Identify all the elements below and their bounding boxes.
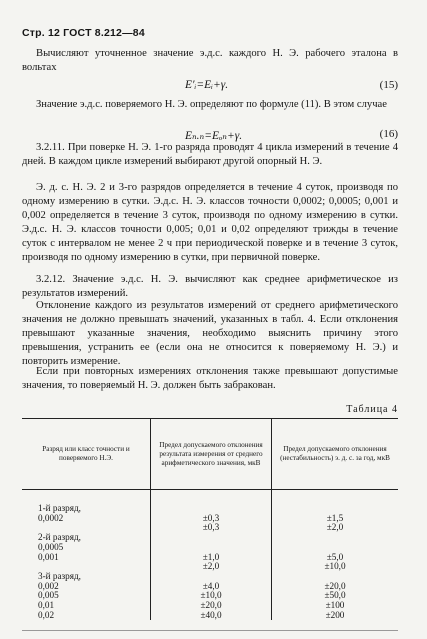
formula-15 xyxy=(0,79,427,95)
table-row xyxy=(22,611,398,621)
table-cell-instability: ±50,0 xyxy=(272,591,399,601)
table-header-class: Разряд или класс точности и поверяемого Н.Э. xyxy=(22,419,151,490)
table-cell-class: 0,002 xyxy=(38,580,59,591)
table-caption: Таблица 4 xyxy=(346,404,398,415)
table-cell-instability xyxy=(272,533,399,543)
table-cell-instability: ±5,0 xyxy=(272,553,399,563)
paragraph-refined-emf: Вычисляют уточненное значение э.д.с. каждого Н. Э. рабочего эталона в вольтах xyxy=(22,48,398,73)
table-cell-instability: ±10,0 xyxy=(272,562,399,572)
formula-15-expression: E′ᵢ=Eᵢ+γ. xyxy=(185,79,229,91)
formula-15-number: (15) xyxy=(379,79,398,91)
table-cell-instability: ±2,0 xyxy=(272,523,399,533)
table-cell-deviation: ±1,0 xyxy=(151,553,272,563)
table-cell-class: 1-й разряд, xyxy=(38,503,81,513)
table-cell-deviation xyxy=(151,533,272,543)
table-cell-deviation: ±2,0 xyxy=(151,562,272,572)
table-header-instability: Предел допускаемого отклонения (нестабильность) э. д. с. за год, мкВ xyxy=(272,419,399,490)
table-cell-class: 0,02 xyxy=(38,609,55,620)
paragraph-deviation: Отклонение каждого из результатов измерений от среднего арифметического значения не должно превышать значений, указанных в табл. 4. Если отклонения превышают указанные значения, необходимо выяснить причину этого превышения, устранить ее (если она не относится к поверяемому Н. Э.) и повторить измерение. xyxy=(22,300,398,367)
table-cell-deviation: ±0,3 xyxy=(151,523,272,533)
table-cell-instability: ±100 xyxy=(272,601,399,611)
table-cell-deviation: ±40,0 xyxy=(151,611,272,621)
page-bottom-rule xyxy=(22,630,398,631)
formula-16-number: (16) xyxy=(379,128,398,140)
table-cell-deviation: ±4,0 xyxy=(151,582,272,592)
table-cell-deviation: ±20,0 xyxy=(151,601,272,611)
paragraph-3-2-12: 3.2.12. Значение э.д.с. Н. Э. вычисляют как среднее арифметическое из результатов измерений. xyxy=(22,274,398,299)
table-header-deviation: Предел допускаемого отклонения результата измерения от среднего арифметического значения, мкВ xyxy=(151,419,272,490)
table-header-row xyxy=(22,419,398,490)
table-cell-instability: ±200 xyxy=(272,611,399,621)
table-cell-class: 0,0002 xyxy=(38,512,64,523)
table-cell-class: 3-й разряд, xyxy=(38,570,81,581)
paragraph-repeat-measurements: Если при повторных измерениях отклонения также превышают допустимые значения, то поверяемый Н. Э. должен быть забракован. xyxy=(22,366,398,391)
table-cell-class: 0,005 xyxy=(38,590,59,601)
table-cell-deviation: ±10,0 xyxy=(151,591,272,601)
table-cell-instability: ±20,0 xyxy=(272,582,399,592)
table-cell-class: 0,01 xyxy=(38,600,55,611)
paragraph-verified-emf: Значение э.д.с. поверяемого Н. Э. определяют по формуле (11). В этом случае xyxy=(36,99,387,110)
table-cell-deviation: ±0,3 xyxy=(151,514,272,524)
table-cell-class: 0,001 xyxy=(38,551,59,562)
table-row xyxy=(22,533,398,543)
table-cell-class: 0,0005 xyxy=(38,541,64,552)
formula-16-expression: Eₙ.ₙ=Eₒₙ+γ. xyxy=(185,130,243,142)
table-spacer xyxy=(22,490,398,505)
page-header: Стр. 12 ГОСТ 8.212—84 xyxy=(22,27,145,39)
paragraph-3-2-11: 3.2.11. При поверке Н. Э. 1-го разряда проводят 4 цикла измерений в течение 4 дней. В каждом цикле измерений выбирают другой опорный Н. Э. xyxy=(22,142,398,167)
tolerance-table xyxy=(22,418,398,620)
table-cell-instability: ±1,5 xyxy=(272,514,399,524)
table-cell-class: 2-й разряд, xyxy=(38,532,81,543)
paragraph-classes-timing: Э. д. с. Н. Э. 2 и 3-го разрядов определяется в течение 4 суток, производя по одному измерению в сутки. Э.д.с. Н. Э. классов точности 0,0002; 0,0005; 0,001 и 0,002 определяется в течение 3 суток, производя по одному измерению в сутки. Э.д.с. Н. Э. классов точности 0,005; 0,01 и 0,02 определяют трижды в течение суток с интервалом не менее 2 ч при периодической поверке и в течение 3 суток, производя по одному измерению в сутки, при первичной поверке. xyxy=(22,182,398,263)
